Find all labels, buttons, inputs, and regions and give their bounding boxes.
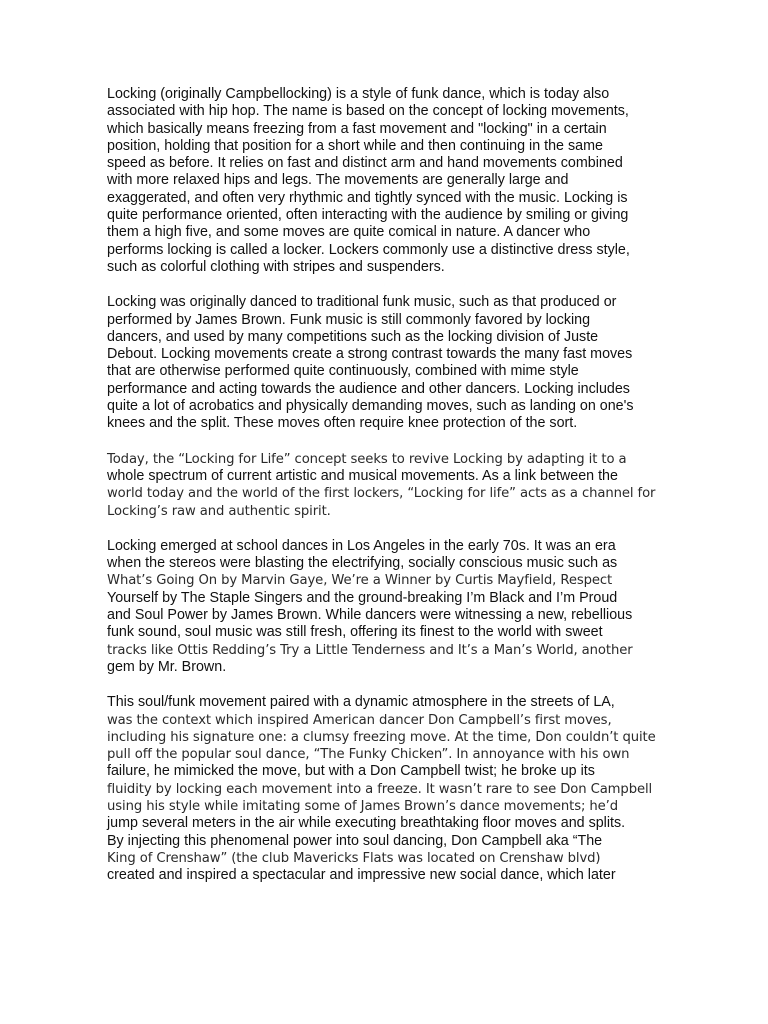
paragraph-locking-for-life — [107, 451, 667, 520]
text-line: and Soul Power by James Brown. While dancers were witnessing a new, rebellious — [107, 607, 633, 624]
text-line: quite performance oriented, often interacting with the audience by smiling or giving — [107, 207, 629, 224]
text-line: Locking (originally Campbellocking) is a style of funk dance, which is today also — [107, 86, 610, 102]
paragraph-don-campbell — [107, 694, 667, 884]
text-line: knees and the split. These moves often require knee protection of the sort. — [107, 415, 578, 432]
text-line: funk sound, soul music was still fresh, offering its finest to the world with sweet — [107, 624, 603, 641]
text-line: was the context which inspired American dancer Don Campbell’s first moves, — [107, 712, 612, 728]
document-page — [107, 86, 667, 902]
text-line: tracks like Ottis Redding’s Try a Little Tenderness and It’s a Man’s World, another — [107, 642, 633, 658]
paragraph-locking-history — [107, 538, 667, 676]
text-line: including his signature one: a clumsy freezing move. At the time, Don couldn’t quite — [107, 729, 656, 745]
paragraph-locking-music — [107, 294, 667, 432]
text-line: pull off the popular soul dance, “The Funky Chicken”. In annoyance with his own — [107, 747, 630, 763]
text-line: Locking was originally danced to traditional funk music, such as that produced or — [107, 294, 617, 311]
text-line: Today, the “Locking for Life” concept seeks to revive Locking by adapting it to a — [107, 451, 627, 467]
text-line: world today and the world of the first lockers, “Locking for life” acts as a channel for — [107, 486, 656, 502]
text-line: using his style while imitating some of James Brown’s dance movements; he’d — [107, 798, 619, 814]
text-line: position, holding that position for a short while and then continuing in the same — [107, 137, 603, 154]
text-line: jump several meters in the air while executing breathtaking floor moves and splits. — [107, 815, 626, 832]
text-line: failure, he mimicked the move, but with a Don Campbell twist; he broke up its — [107, 763, 595, 780]
text-line: Yourself by The Staple Singers and the ground-breaking I’m Black and I’m Proud — [107, 589, 618, 606]
text-line: such as colorful clothing with stripes and suspenders. — [107, 258, 445, 275]
text-line: speed as before. It relies on fast and distinct arm and hand movements combined — [107, 155, 623, 172]
text-line: with more relaxed hips and legs. The movements are generally large and — [107, 172, 569, 189]
text-line: What’s Going On by Marvin Gaye, We’re a Winner by Curtis Mayfield, Respect — [107, 573, 613, 589]
text-line: Debout. Locking movements create a strong contrast towards the many fast moves — [107, 346, 633, 363]
text-line: Locking emerged at school dances in Los Angeles in the early 70s. It was an era — [107, 537, 616, 554]
text-line: quite a lot of acrobatics and physically demanding moves, such as landing on one's — [107, 398, 634, 415]
text-line: fluidity by locking each movement into a freeze. It wasn’t rare to see Don Campbell — [107, 781, 653, 797]
text-line: performance and acting towards the audience and other dancers. Locking includes — [107, 380, 630, 397]
text-line: performs locking is called a locker. Lockers commonly use a distinctive dress style, — [107, 241, 630, 258]
text-line: gem by Mr. Brown. — [107, 658, 227, 675]
text-line: when the stereos were blasting the electrifying, socially conscious music such as — [107, 555, 618, 572]
text-line: exaggerated, and often very rhythmic and tightly synced with the music. Locking is — [107, 189, 628, 206]
text-line: This soul/funk movement paired with a dynamic atmosphere in the streets of LA, — [107, 694, 615, 711]
text-line: that are otherwise performed quite continuously, combined with mime style — [107, 363, 579, 380]
text-line: them a high five, and some moves are quite comical in nature. A dancer who — [107, 224, 591, 241]
text-line: whole spectrum of current artistic and musical movements. As a link between the — [107, 467, 618, 484]
text-line: dancers, and used by many competitions such as the locking division of Juste — [107, 328, 599, 345]
text-line: King of Crenshaw” (the club Mavericks Flats was located on Crenshaw blvd) — [107, 850, 601, 866]
text-line: Locking’s raw and authentic spirit. — [107, 503, 331, 519]
text-line: which basically means freezing from a fast movement and "locking" in a certain — [107, 120, 607, 137]
text-line: performed by James Brown. Funk music is still commonly favored by locking — [107, 311, 591, 328]
text-line: associated with hip hop. The name is based on the concept of locking movements, — [107, 103, 629, 120]
text-line: By injecting this phenomenal power into soul dancing, Don Campbell aka “The — [107, 832, 603, 849]
text-line: created and inspired a spectacular and impressive new social dance, which later — [107, 867, 616, 884]
paragraph-locking-definition — [107, 86, 667, 276]
